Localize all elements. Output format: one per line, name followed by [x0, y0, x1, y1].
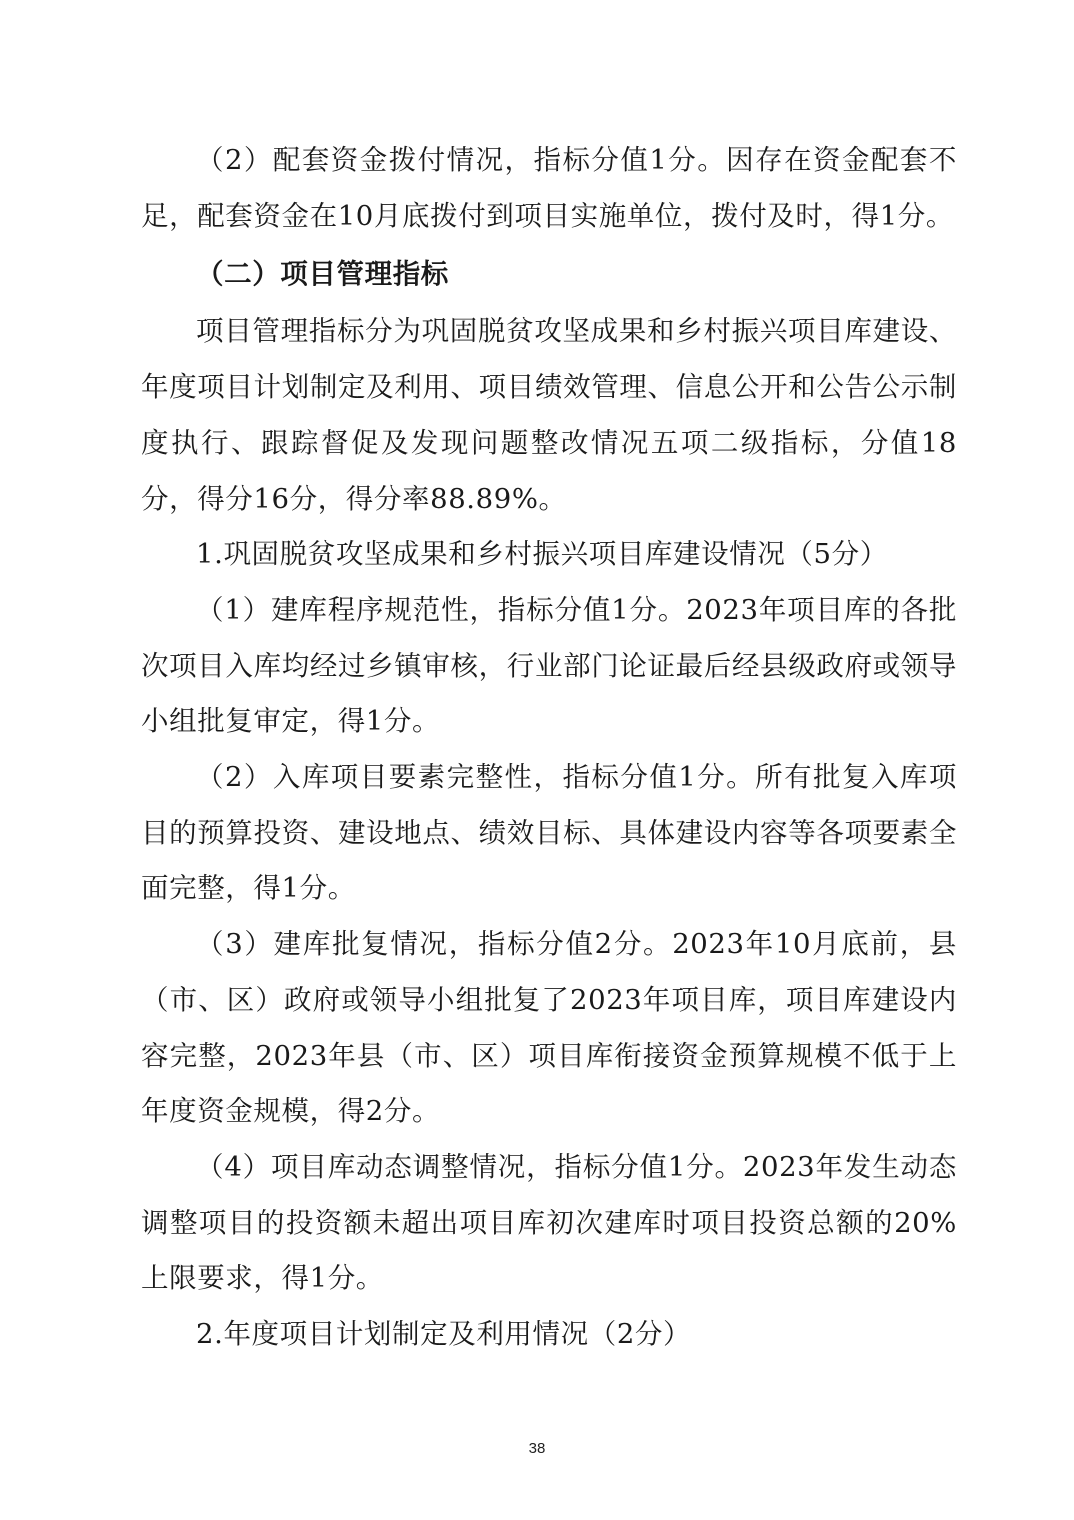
paragraph-library-adjustment: （4）项目库动态调整情况，指标分值1分。2023年发生动态调整项目的投资额未超出项目库初次建库时项目投资总额的20%上限要求，得1分。 — [141, 1150, 957, 1295]
paragraph-library-approval: （3）建库批复情况，指标分值2分。2023年10月底前，县（市、区）政府或领导小组批复了2023年项目库，项目库建设内容完整，2023年县（市、区）项目库衔接资金预算规模不低于上年度资金规模，得2分。 — [141, 928, 957, 1128]
paragraph-matching-funds: （2）配套资金拨付情况，指标分值1分。因存在资金配套不足，配套资金在10月底拨付到项目实施单位，拨付及时，得1分。 — [141, 144, 957, 232]
page-number: 38 — [528, 1440, 546, 1457]
paragraph-library-completeness: （2）入库项目要素完整性，指标分值1分。所有批复入库项目的预算投资、建设地点、绩效目标、具体建设内容等各项要素全面完整，得1分。 — [141, 761, 957, 905]
section-heading-project-management: （二）项目管理指标 — [196, 258, 449, 291]
paragraph-management-overview: 项目管理指标分为巩固脱贫攻坚成果和乡村振兴项目库建设、年度项目计划制定及利用、项目绩效管理、信息公开和公告公示制度执行、跟踪督促及发现问题整改情况五项二级指标，分值18分，得分16分，得分率88.89%。 — [141, 315, 957, 515]
subheading-annual-plan: 2.年度项目计划制定及利用情况（2分） — [196, 1318, 692, 1351]
subheading-project-library: 1.巩固脱贫攻坚成果和乡村振兴项目库建设情况（5分） — [196, 538, 888, 571]
document-body — [141, 133, 957, 1363]
paragraph-library-procedure: （1）建库程序规范性，指标分值1分。2023年项目库的各批次项目入库均经过乡镇审核，行业部门论证最后经县级政府或领导小组批复审定，得1分。 — [141, 593, 957, 738]
